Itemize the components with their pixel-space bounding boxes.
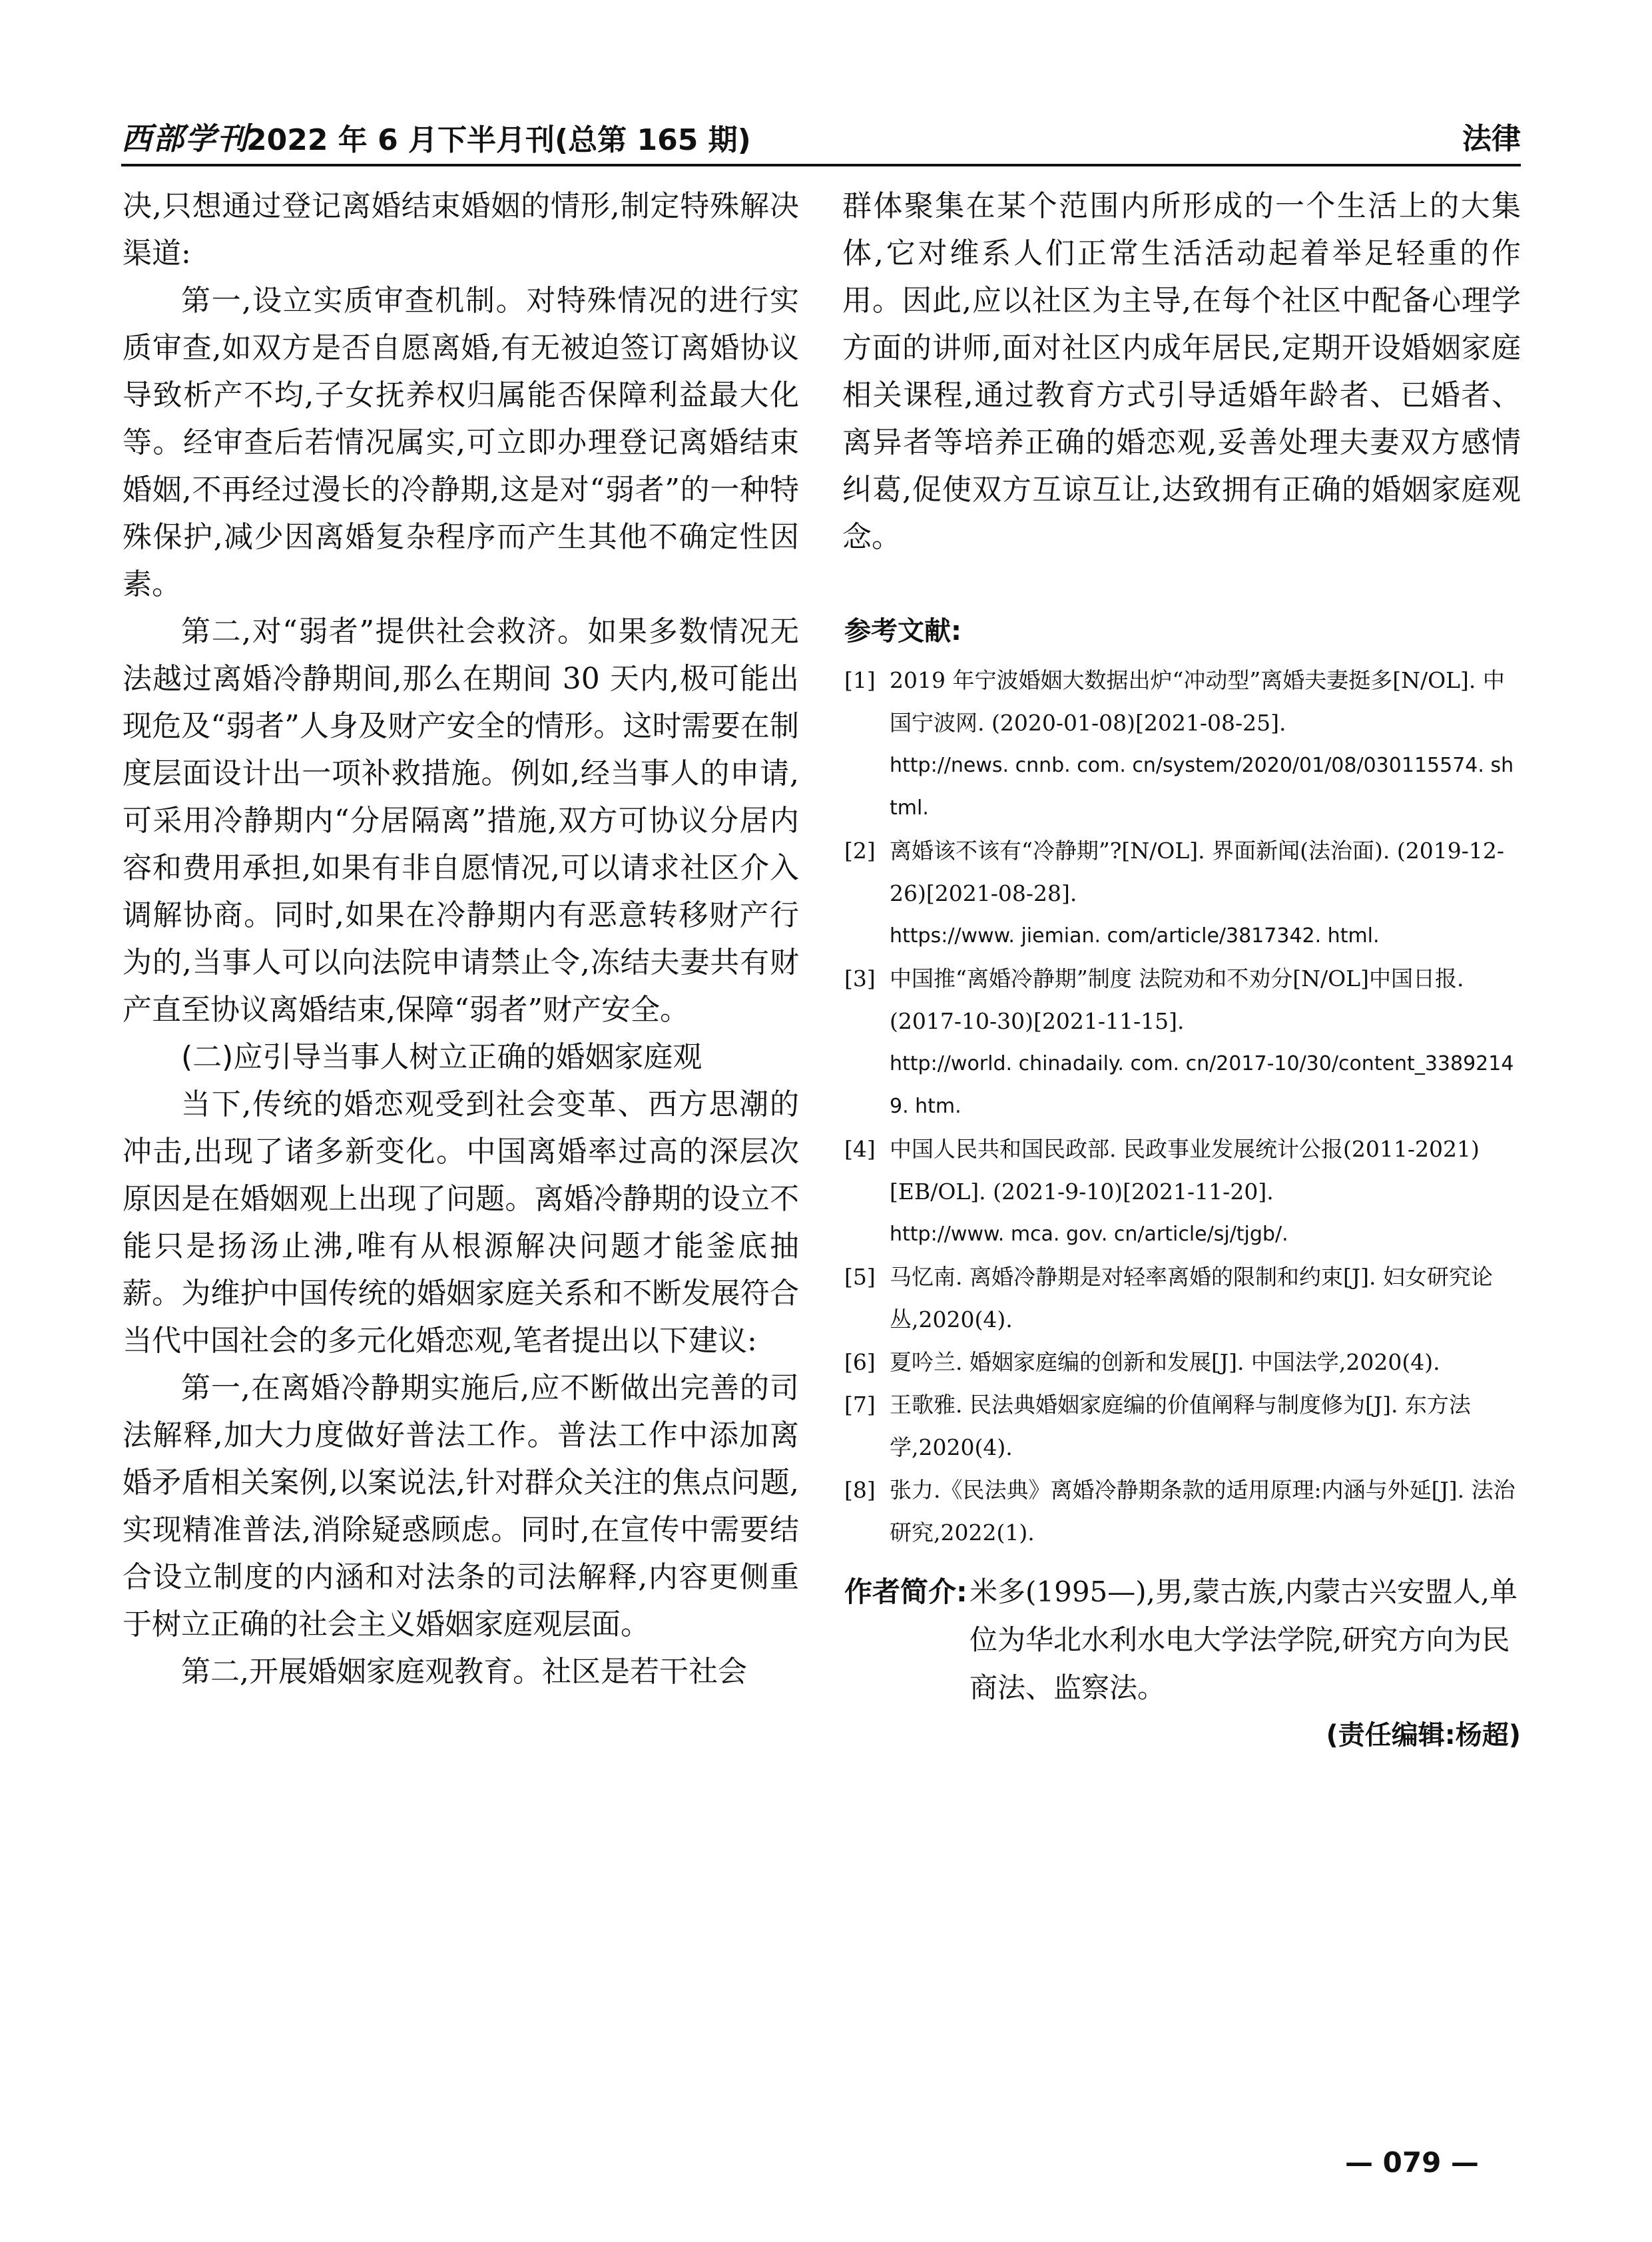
reference-text: 张力.《民法典》离婚冷静期条款的适用原理:内涵与外延[J]. 法治研究,2022(1). [890,1477,1515,1545]
reference-item [844,1384,1521,1469]
reference-number: [3] [844,966,876,991]
section-subheading: (二)应引导当事人树立正确的婚姻家庭观 [181,1040,702,1074]
paragraph: 当下,传统的婚恋观受到社会变革、西方思潮的冲击,出现了诸多新变化。中国离婚率过高的深层次原因是在婚姻观上出现了问题。离婚冷静期的设立不能只是扬汤止沸,唯有从根源解决问题才能釜底抽薪。为维护中国传统的婚姻家庭关系和不断发展符合当代中国社会的多元化婚恋观,笔者提出以下建议: [123,1087,799,1358]
journal-logo: 西部学刊 [121,121,249,156]
reference-text: 夏吟兰. 婚姻家庭编的创新和发展[J]. 中国法学,2020(4). [890,1349,1440,1375]
reference-item [844,659,1521,830]
reference-number: [8] [844,1477,876,1503]
reference-number: [7] [844,1392,876,1418]
paragraph: 第一,在离婚冷静期实施后,应不断做出完善的司法解释,加大力度做好普法工作。普法工作中添加离婚矛盾相关案例,以案说法,针对群众关注的焦点问题,实现精准普法,消除疑惑顾虑。同时,在宣传中需要结合设立制度的内涵和对法条的司法解释,内容更侧重于树立正确的社会主义婚姻家庭观层面。 [123,1371,799,1641]
paragraph: 群体聚集在某个范围内所形成的一个生活上的大集体,它对维系人们正常生活活动起着举足轻重的作用。因此,应以社区为主导,在每个社区中配备心理学方面的讲师,面对社区内成年居民,定期开设婚姻家庭相关课程,通过教育方式引导适婚年龄者、已婚者、离异者等培养正确的婚恋观,妥善处理夫妻双方感情纠葛,促使双方互谅互让,达致拥有正确的婚姻家庭观念。 [842,189,1521,554]
reference-text: 离婚该不该有“冷静期”?[N/OL]. 界面新闻(法治面). (2019-12-26)[2021-08-28]. [890,838,1505,906]
reference-text: 2019 年宁波婚姻大数据出炉“冲动型”离婚夫妻挺多[N/OL]. 中国宁波网. (2020-01-08)[2021-08-25]. [890,667,1505,736]
reference-item [844,830,1521,958]
references-title: 参考文献: [844,616,962,647]
reference-item [844,1469,1521,1554]
reference-item [844,1128,1521,1256]
reference-text: 马忆南. 离婚冷静期是对轻率离婚的限制和约束[J]. 妇女研究论丛,2020(4). [890,1264,1493,1332]
author-bio-text: 米多(1995—),男,蒙古族,内蒙古兴安盟人,单位为华北水利水电大学法学院,研究方向为民商法、监察法。 [969,1575,1518,1704]
reference-number: [1] [844,667,876,693]
author-bio [844,1568,1521,1712]
paragraph: 决,只想通过登记离婚结束婚姻的情形,制定特殊解决渠道: [123,189,799,270]
reference-number: [2] [844,838,876,864]
reference-item [844,1256,1521,1341]
reference-text: 中国推“离婚冷静期”制度 法院劝和不劝分[N/OL]中国日报. (2017-10-30)[2021-11-15]. [890,966,1464,1034]
reference-number: [5] [844,1264,876,1290]
paragraph: 第二,开展婚姻家庭观教育。社区是若干社会 [181,1655,747,1689]
reference-text: 王歌雅. 民法典婚姻家庭编的价值阐释与制度修为[J]. 东方法学,2020(4). [890,1392,1471,1460]
reference-number: [6] [844,1349,876,1375]
paragraph: 第一,设立实质审查机制。对特殊情况的进行实质审查,如双方是否自愿离婚,有无被迫签订离婚协议导致析产不均,子女抚养权归属能否保障利益最大化等。经审查后若情况属实,可立即办理登记离婚结束婚姻,不再经过漫长的冷静期,这是对“弱者”的一种特殊保护,减少因离婚复杂程序而产生其他不确定性因素。 [123,284,799,601]
paragraph: 第二,对“弱者”提供社会救济。如果多数情况无法越过离婚冷静期间,那么在期间 30 天内,极可能出现危及“弱者”人身及财产安全的情形。这时需要在制度层面设计出一项补救措施。例如,经当事人的申请,可采用冷静期内“分居隔离”措施,双方可协议分居内容和费用承担,如果有非自愿情况,可以请求社区介入调解协商。同时,如果在冷静期内有恶意转移财产行为的,当事人可以向法院申请禁止令,冻结夫妻共有财产直至协议离婚结束,保障“弱者”财产安全。 [123,615,799,1027]
issue-info: 2022 年 6 月下半月刊(总第 165 期) [246,123,751,157]
reference-url: http://news. cnnb. com. cn/system/2020/01/08/030115574. shtml. [890,754,1514,820]
header-divider [121,164,1521,166]
reference-url: https://www. jiemian. com/article/3817342. html. [890,924,1380,948]
page-header [121,113,1521,160]
reference-item [844,1341,1521,1384]
section-label: 法律 [1462,122,1521,156]
right-column [842,182,1521,561]
reference-url: http://world. chinadaily. com. cn/2017-10/30/content_33892149. htm. [890,1052,1514,1118]
references-list [844,659,1521,1554]
author-bio-label: 作者简介: [844,1575,967,1608]
reference-number: [4] [844,1136,876,1162]
reference-url: http://www. mca. gov. cn/article/sj/tjgb/. [890,1223,1288,1246]
reference-text: 中国人民共和国民政部. 民政事业发展统计公报(2011-2021)[EB/OL]. (2021-9-10)[2021-11-20]. [890,1136,1480,1205]
left-column [123,182,799,1695]
page-number: — 079 — [1345,2146,1479,2179]
responsible-editor: (责任编辑:杨超) [1326,1720,1521,1751]
reference-item [844,958,1521,1128]
